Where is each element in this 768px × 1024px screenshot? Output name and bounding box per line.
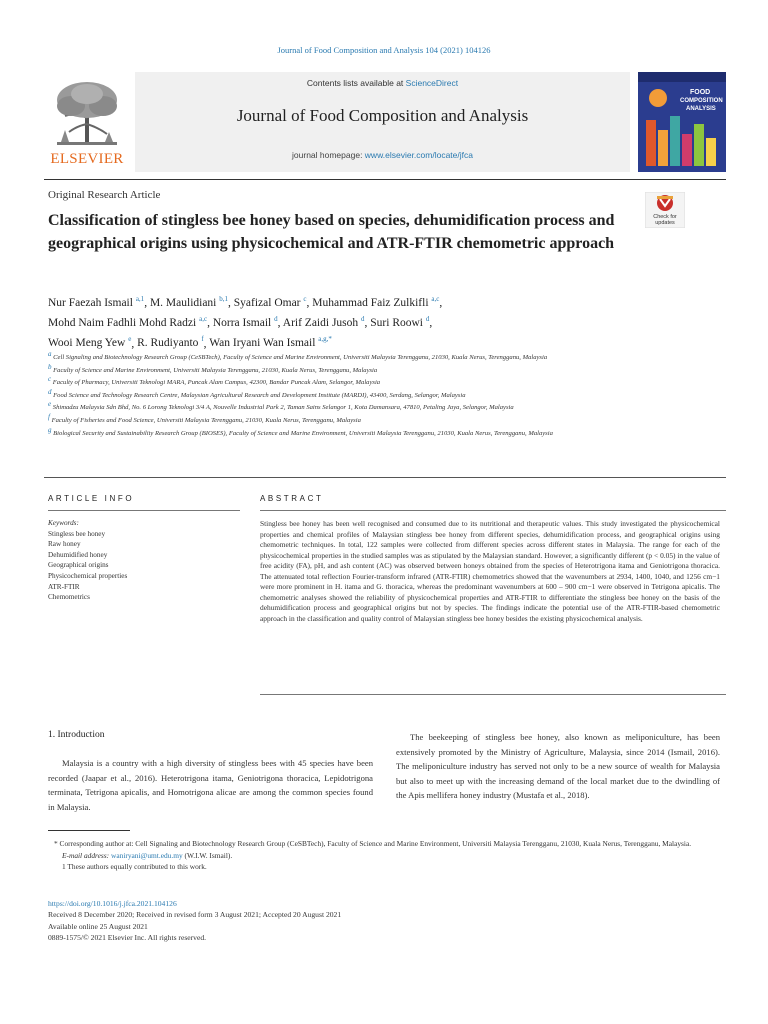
cover-line-3: ANALYSIS	[686, 106, 716, 112]
abstract-rule	[260, 510, 726, 511]
abstract-bottom-rule	[260, 694, 726, 695]
footnotes	[48, 838, 726, 873]
author-name: Arif Zaidi Jusoh	[282, 317, 359, 330]
elsevier-wordmark: ELSEVIER	[50, 151, 124, 167]
author-sup[interactable]: b,1	[219, 295, 229, 303]
introduction-heading: 1. Introduction	[48, 730, 105, 740]
cover-line-1: FOOD	[690, 89, 711, 96]
author[interactable]	[137, 337, 204, 349]
cover-line-2: COMPOSITION	[680, 98, 723, 104]
affiliation	[48, 413, 728, 426]
abstract-text: Stingless bee honey has been well recognised and consumed due to its nutritional and therapeutic values. This study investigated the physicochemical properties and chemical profiles of Malaysian stingless bee honey from different species, dehumidification process, and geographical origins using chemometric techniques. In total, 122 samples were collected from different species across different states in Malaysia. The range for each of the physicochemical properties in the studied samples was as stipulated by the Malaysian standard. However, a significantly different (p < 0.05) in the value of free acidity (FA), pH, and ash content (AC) was observed between honeys obtained from the species of Heterotrigona itama and Geniotrigona thoracica. The attenuated total reflection Fourier-transform infrared (ATR-FTIR) chemometrics showed that the wavenumbers at 2934, 1400, 1040, and 1256 cm−1 were more prominent in H. itama and G. thoracica, whereas the predominant wavenumbers at 600 – 900 cm−1 were observed in Tetrigona apicalis. The chemometric analyses showed the reliability of physicochemical properties and ATR-FTIR to differentiate the stingless bee honey on the basis of the dehumidification process and geographical origins but not by species. The findings indicate the potential use of the ATR-FTIR-based chemometric approach in the classification and quality control of Malaysian stingless bee honey besides the existing physicochemical analysis.	[260, 519, 720, 623]
affiliation-text: Faculty of Pharmacy, Universiti Teknologi MARA, Puncak Alam Campus, 42300, Bandar Puncak Alam, Selangor, Malaysia	[52, 379, 381, 387]
affiliation-key: e	[48, 400, 52, 409]
affiliation	[48, 375, 728, 388]
article-type: Original Research Article	[48, 189, 161, 201]
author[interactable]	[283, 317, 365, 329]
keyword: Stingless bee honey	[48, 529, 106, 538]
contents-prefix: Contents lists available at	[306, 78, 406, 88]
author-list: Nur Faezah Ismail $^{a,1}$, M. Maulidiani $^{b,1}$, Syafizal Omar $^c$, Muhammad Faiz Zulkifli $^{a,c}$, Mohd Naim Fadhli Mohd Radzi $^{a,c}$, Norra Ismail $^d$, Arif Zaidi Jusoh $^d$, Suri Roowi $^d$, Wooi Meng Yew $^e$, R. Rudiyanto $^f$, Wan Iryani Wan Ismail $^{a,g,*}$	[48, 295, 443, 350]
crossmark-line-1: Check for	[653, 214, 677, 220]
header-rule	[44, 179, 726, 180]
author[interactable]	[312, 297, 439, 309]
doi-link[interactable]: https://doi.org/10.1016/j.jfca.2021.104126	[48, 899, 177, 908]
author[interactable]	[48, 337, 131, 349]
affiliation	[48, 400, 728, 413]
publication-info	[48, 898, 726, 944]
keyword: Geographical origins	[48, 561, 109, 570]
email-suffix: (W.I.W. Ismail).	[182, 850, 233, 860]
author-name: Nur Faezah Ismail	[48, 296, 133, 309]
author-name: M. Maulidiani	[149, 296, 217, 309]
keywords-label: Keywords:	[48, 519, 79, 527]
journal-reference[interactable]: Journal of Food Composition and Analysis 104 (2021) 104126	[277, 45, 491, 55]
crossmark-icon	[645, 192, 685, 228]
author-sup[interactable]: e	[128, 335, 132, 344]
author[interactable]	[234, 297, 307, 309]
affiliation-key: a	[48, 350, 52, 358]
abstract-heading: ABSTRACT	[260, 494, 324, 503]
author-name: Muhammad Faiz Zulkifli	[312, 296, 429, 309]
journal-header	[135, 72, 630, 172]
affiliation-text: Faculty of Fisheries and Food Science, Universiti Malaysia Terengganu, 21030, Kuala Nerus, Terengganu, Malaysia	[51, 417, 361, 425]
keyword: Dehumidified honey	[48, 550, 108, 559]
affiliation	[48, 426, 728, 439]
elsevier-logo	[47, 78, 127, 168]
author[interactable]	[48, 297, 144, 309]
affiliations	[48, 350, 728, 438]
affiliation-text: Cell Signaling and Biotechnology Research Group (CeSBTech), Faculty of Science and Marine Environment, Universiti Malaysia Terengganu, 21030, Kuala Nerus, Terengganu, Malaysia	[53, 354, 548, 362]
affiliation	[48, 350, 728, 363]
author-name: Norra Ismail	[212, 317, 272, 330]
homepage-prefix: journal homepage:	[292, 150, 365, 160]
check-for-updates-badge[interactable]	[645, 192, 685, 228]
intro-paragraph-right: The beekeeping of stingless bee honey, also known as meliponiculture, has been extensively promoted by the Ministry of Agriculture, Malaysia, since 2014 (Ismail, 2016). The meliponiculture industry has served not only to be a new source of wealth for Malaysia but also to meet up with the increasing demand of the local market due to the dwindling of the Apis mellifera honey industry (Mustafa et al., 2018).	[396, 732, 720, 801]
author-sup[interactable]: c	[303, 295, 307, 303]
copyright: 0889-1575/© 2021 Elsevier Inc. All rights reserved.	[48, 933, 207, 943]
received-dates: Received 8 December 2020; Received in revised form 3 August 2021; Accepted 20 August 2021	[48, 910, 342, 920]
author-name: Syafizal Omar	[233, 296, 301, 309]
author-name: Wan Iryani Wan Ismail	[209, 337, 316, 350]
crossmark-line-2: updates	[655, 220, 675, 226]
author[interactable]	[48, 317, 207, 329]
journal-cover[interactable]	[638, 72, 726, 172]
author-name: Suri Roowi	[370, 317, 423, 330]
author-sup[interactable]: a,g,*	[318, 335, 332, 344]
author-sup[interactable]: f	[201, 335, 204, 344]
keyword: Raw honey	[48, 540, 81, 549]
journal-cover-image	[638, 72, 726, 172]
author-sup[interactable]: d	[361, 315, 365, 324]
available-online: Available online 25 August 2021	[48, 921, 148, 931]
author[interactable]	[150, 297, 228, 309]
email-note	[48, 850, 726, 862]
affiliation-text: Faculty of Science and Marine Environment, Universiti Malaysia Terengganu, 21030, Kuala Nerus, Terengganu, Malaysia	[53, 366, 378, 374]
keyword: Physicochemical properties	[48, 571, 128, 580]
affiliation	[48, 388, 728, 401]
intro-paragraph-left: Malaysia is a country with a high diversity of stingless bees with 45 species have been recorded (Jaapar et al., 2016). Heterotrigona itama, Geniotrigona thoracica, Lepidotrigona terminata, Tetrigona apicalis, and Homotrigona alicae are among the common species found in Malaysia.	[48, 758, 373, 812]
keywords	[48, 518, 240, 603]
author-name: R. Rudiyanto	[137, 337, 199, 350]
author-sup[interactable]: a,c	[431, 295, 440, 303]
footnote-rule	[48, 830, 130, 831]
author[interactable]	[213, 317, 278, 329]
affiliation	[48, 363, 728, 376]
author-name: Wooi Meng Yew	[48, 337, 126, 350]
affiliation-text: Shimadzu Malaysia Sdn Bhd, No. 6 Lorong Teknologi 3/4 A, Nouvelle Industrial Park 2, Taman Sains Selangor 1, Kota Damansara, 47810, Petaling Jaya, Selangor, Malaysia	[52, 404, 514, 412]
affiliation-key: g	[48, 425, 52, 434]
email-label: E-mail address:	[62, 850, 111, 860]
keyword: Chemometrics	[48, 593, 90, 602]
sciencedirect-link[interactable]: ScienceDirect	[405, 78, 459, 88]
author-sup[interactable]: d	[425, 315, 430, 324]
affiliation-key: b	[48, 362, 52, 371]
journal-name: Journal of Food Composition and Analysis	[236, 106, 529, 125]
contents-line	[135, 78, 630, 88]
article-info-heading: ARTICLE INFO	[48, 494, 135, 503]
homepage-line	[135, 150, 630, 160]
author-sup[interactable]: d	[274, 315, 278, 324]
email-link[interactable]: waniryani@umt.edu.my	[111, 850, 183, 860]
author-name: Mohd Naim Fadhli Mohd Radzi	[48, 317, 197, 330]
article-info-rule	[48, 510, 240, 511]
author-sup[interactable]: a,1	[135, 295, 145, 303]
homepage-link[interactable]: www.elsevier.com/locate/jfca	[364, 150, 473, 160]
elsevier-tree-icon	[47, 78, 127, 150]
corresponding-author-note: * Corresponding author at: Cell Signaling and Biotechnology Research Group (CeSBTech), Faculty of Science and Marine Environment, Universiti Malaysia Terengganu, 21030, Kuala Nerus, Terengganu, Malaysia.	[54, 839, 692, 848]
author[interactable]	[209, 337, 332, 349]
affiliation-rule	[44, 477, 726, 478]
affiliation-key: d	[48, 387, 52, 396]
keyword: ATR-FTIR	[48, 582, 80, 591]
affiliation-text: Biological Security and Sustainability Research Group (BIOSES), Faculty of Science and Marine Environment, Universiti Malaysia Terengganu, 21030, Kuala Nerus, Terengganu, Malaysia	[53, 429, 553, 437]
affiliation-key: c	[48, 375, 52, 384]
author-sup[interactable]: a,c	[199, 315, 208, 324]
author[interactable]	[370, 317, 429, 329]
affiliation-text: Food Science and Technology Research Centre, Malaysian Agricultural Research and Development Institute (MARDI), 43400, Serdang, Selangor, Malaysia	[53, 391, 466, 399]
affiliation-key: f	[48, 412, 50, 421]
article-title: Classification of stingless bee honey based on species, dehumidification process and geographical origins using physicochemical and ATR-FTIR chemometric approach	[48, 212, 615, 252]
equal-contribution-note: 1 These authors equally contributed to this work.	[62, 862, 207, 871]
